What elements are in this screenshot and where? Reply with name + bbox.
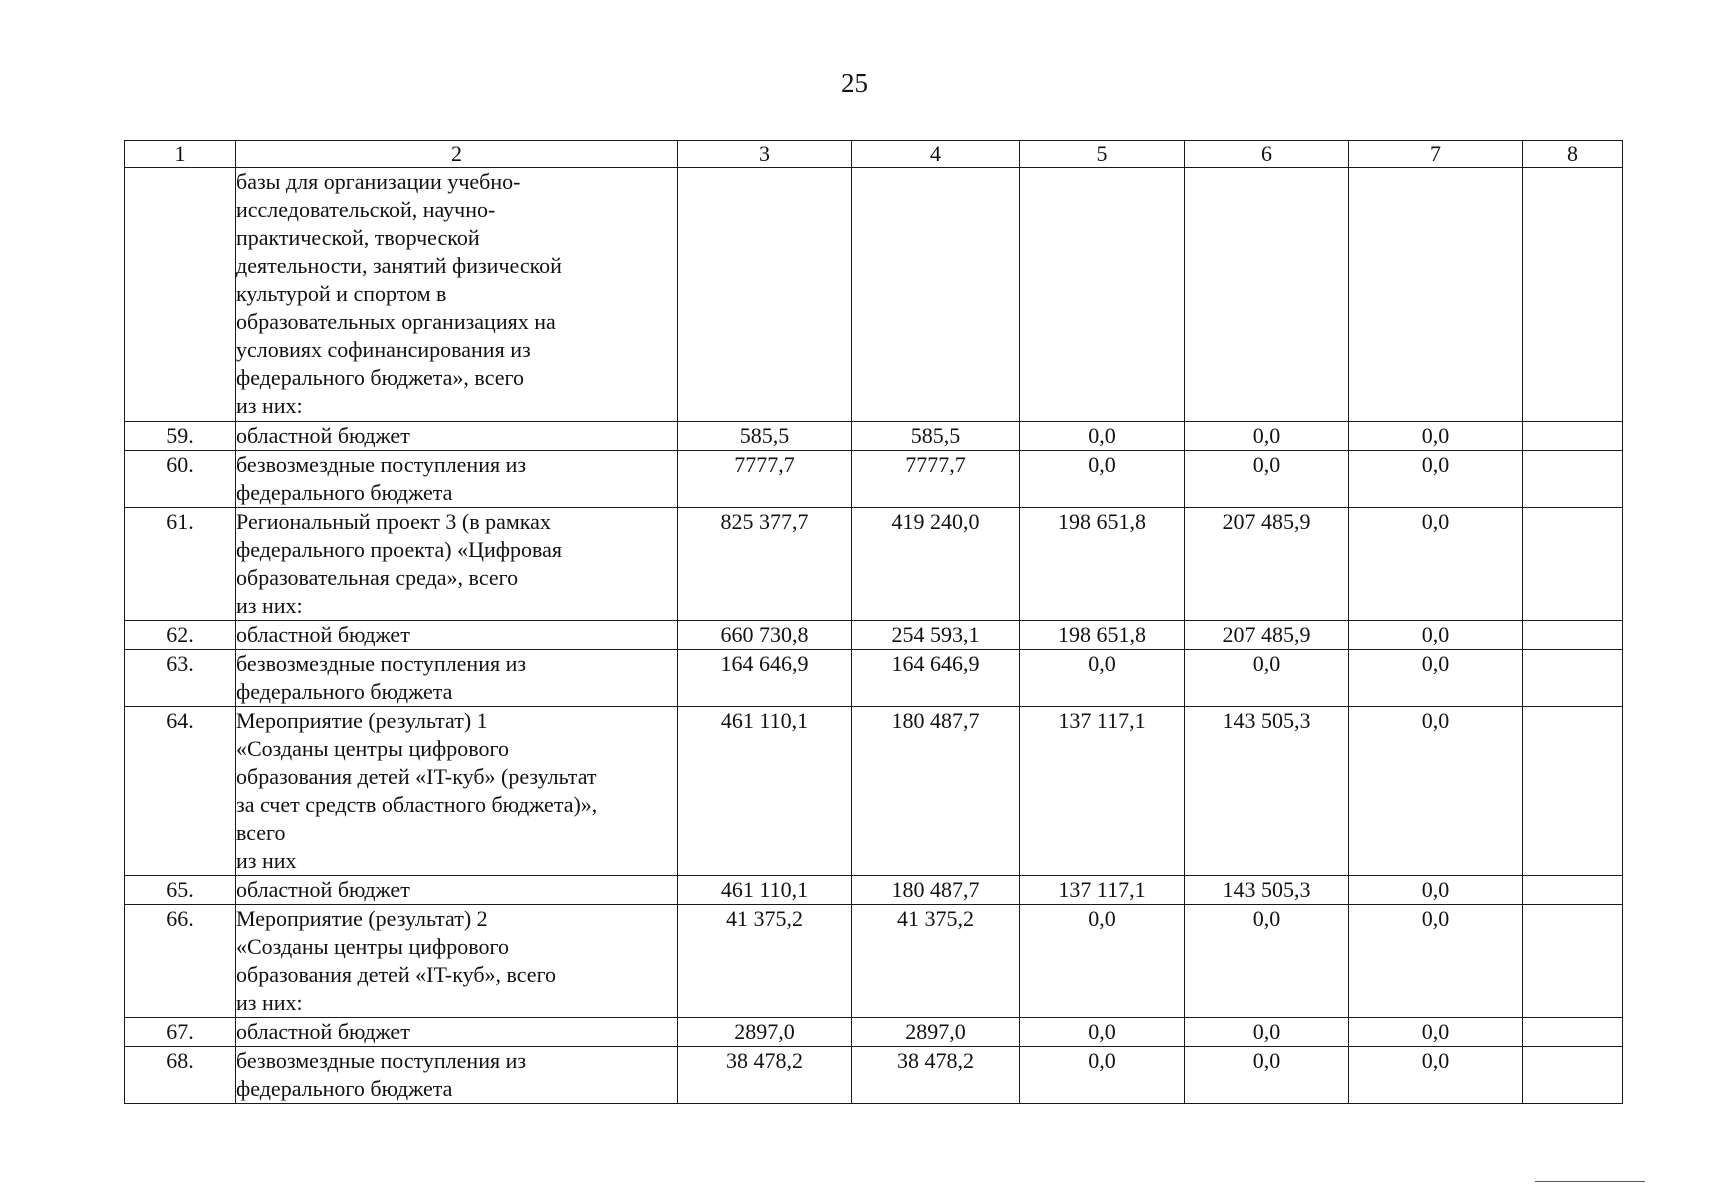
row-name-cell: областной бюджет [236,621,678,650]
value-cell-c4: 254 593,1 [852,621,1020,650]
value-cell-c6: 0,0 [1185,650,1349,707]
value-cell-c5: 0,0 [1020,905,1185,1018]
value-cell-c8 [1523,168,1623,422]
value-cell-c8 [1523,650,1623,707]
value-cell-c6: 0,0 [1185,451,1349,508]
table-row [125,650,1623,707]
row-name-cell: областной бюджет [236,422,678,451]
value-cell-c4: 7777,7 [852,451,1020,508]
value-cell-c7: 0,0 [1349,1018,1523,1047]
value-cell-c4: 180 487,7 [852,707,1020,876]
column-header-1: 1 [125,141,236,168]
column-header-5: 5 [1020,141,1185,168]
value-cell-c4: 419 240,0 [852,508,1020,621]
column-header-3: 3 [678,141,852,168]
page-number: 25 [841,68,868,98]
row-number-cell: 61. [125,508,236,621]
row-name-cell: областной бюджет [236,876,678,905]
row-name-cell: базы для организации учебно- исследовательской, научно- практической, творческой деятельности, занятий физической культурой и спортом в образовательных организациях на условиях софинансирования из федерального бюджета», всего из них: [236,168,678,422]
value-cell-c3: 585,5 [678,422,852,451]
value-cell-c5 [1020,168,1185,422]
table-row [125,168,1623,422]
value-cell-c7: 0,0 [1349,508,1523,621]
value-cell-c3: 164 646,9 [678,650,852,707]
row-number-cell [125,168,236,422]
row-number-cell: 64. [125,707,236,876]
value-cell-c4: 41 375,2 [852,905,1020,1018]
value-cell-c4: 164 646,9 [852,650,1020,707]
value-cell-c7: 0,0 [1349,451,1523,508]
value-cell-c3: 660 730,8 [678,621,852,650]
value-cell-c3: 2897,0 [678,1018,852,1047]
value-cell-c7: 0,0 [1349,650,1523,707]
value-cell-c5: 0,0 [1020,1047,1185,1104]
column-header-6: 6 [1185,141,1349,168]
value-cell-c3: 38 478,2 [678,1047,852,1104]
table-row [125,905,1623,1018]
value-cell-c4: 585,5 [852,422,1020,451]
value-cell-c5: 0,0 [1020,650,1185,707]
value-cell-c6: 0,0 [1185,1018,1349,1047]
value-cell-c5: 0,0 [1020,1018,1185,1047]
value-cell-c8 [1523,422,1623,451]
value-cell-c6 [1185,168,1349,422]
value-cell-c3: 461 110,1 [678,707,852,876]
value-cell-c8 [1523,707,1623,876]
table-row [125,422,1623,451]
row-number-cell: 67. [125,1018,236,1047]
value-cell-c5: 0,0 [1020,422,1185,451]
value-cell-c8 [1523,1047,1623,1104]
value-cell-c6: 0,0 [1185,1047,1349,1104]
value-cell-c3 [678,168,852,422]
value-cell-c4: 2897,0 [852,1018,1020,1047]
value-cell-c7: 0,0 [1349,876,1523,905]
table-row [125,621,1623,650]
value-cell-c6: 143 505,3 [1185,707,1349,876]
value-cell-c6: 143 505,3 [1185,876,1349,905]
footer-line [1535,1181,1645,1182]
value-cell-c6: 207 485,9 [1185,508,1349,621]
value-cell-c3: 7777,7 [678,451,852,508]
value-cell-c4 [852,168,1020,422]
table-row [125,451,1623,508]
row-number-cell: 66. [125,905,236,1018]
row-number-cell: 60. [125,451,236,508]
column-header-7: 7 [1349,141,1523,168]
value-cell-c5: 137 117,1 [1020,876,1185,905]
value-cell-c8 [1523,876,1623,905]
column-header-4: 4 [852,141,1020,168]
row-number-cell: 63. [125,650,236,707]
value-cell-c8 [1523,451,1623,508]
value-cell-c4: 38 478,2 [852,1047,1020,1104]
column-header-8: 8 [1523,141,1623,168]
row-name-cell: безвозмездные поступления из федерального бюджета [236,1047,678,1104]
table-row [125,508,1623,621]
table-row [125,1047,1623,1104]
row-number-cell: 59. [125,422,236,451]
row-number-cell: 62. [125,621,236,650]
value-cell-c5: 198 651,8 [1020,621,1185,650]
value-cell-c8 [1523,508,1623,621]
column-header-2: 2 [236,141,678,168]
value-cell-c7: 0,0 [1349,1047,1523,1104]
value-cell-c6: 207 485,9 [1185,621,1349,650]
value-cell-c3: 825 377,7 [678,508,852,621]
value-cell-c6: 0,0 [1185,905,1349,1018]
value-cell-c8 [1523,621,1623,650]
value-cell-c5: 137 117,1 [1020,707,1185,876]
value-cell-c6: 0,0 [1185,422,1349,451]
value-cell-c7 [1349,168,1523,422]
value-cell-c7: 0,0 [1349,707,1523,876]
table-row [125,876,1623,905]
table-row [125,1018,1623,1047]
value-cell-c7: 0,0 [1349,621,1523,650]
row-name-cell: Мероприятие (результат) 1 «Созданы центры цифрового образования детей «IT-куб» (результат за счет средств областного бюджета)», всего из них [236,707,678,876]
row-number-cell: 68. [125,1047,236,1104]
table-row [125,707,1623,876]
row-number-cell: 65. [125,876,236,905]
value-cell-c4: 180 487,7 [852,876,1020,905]
value-cell-c7: 0,0 [1349,422,1523,451]
value-cell-c5: 198 651,8 [1020,508,1185,621]
value-cell-c5: 0,0 [1020,451,1185,508]
table-header-row [125,141,1623,168]
row-name-cell: областной бюджет [236,1018,678,1047]
value-cell-c7: 0,0 [1349,905,1523,1018]
row-name-cell: безвозмездные поступления из федерального бюджета [236,650,678,707]
value-cell-c3: 461 110,1 [678,876,852,905]
value-cell-c8 [1523,1018,1623,1047]
row-name-cell: безвозмездные поступления из федерального бюджета [236,451,678,508]
row-name-cell: Мероприятие (результат) 2 «Созданы центры цифрового образования детей «IT-куб», всего из них: [236,905,678,1018]
budget-table [124,140,1623,1104]
value-cell-c8 [1523,905,1623,1018]
value-cell-c3: 41 375,2 [678,905,852,1018]
row-name-cell: Региональный проект 3 (в рамках федерального проекта) «Цифровая образовательная среда», всего из них: [236,508,678,621]
